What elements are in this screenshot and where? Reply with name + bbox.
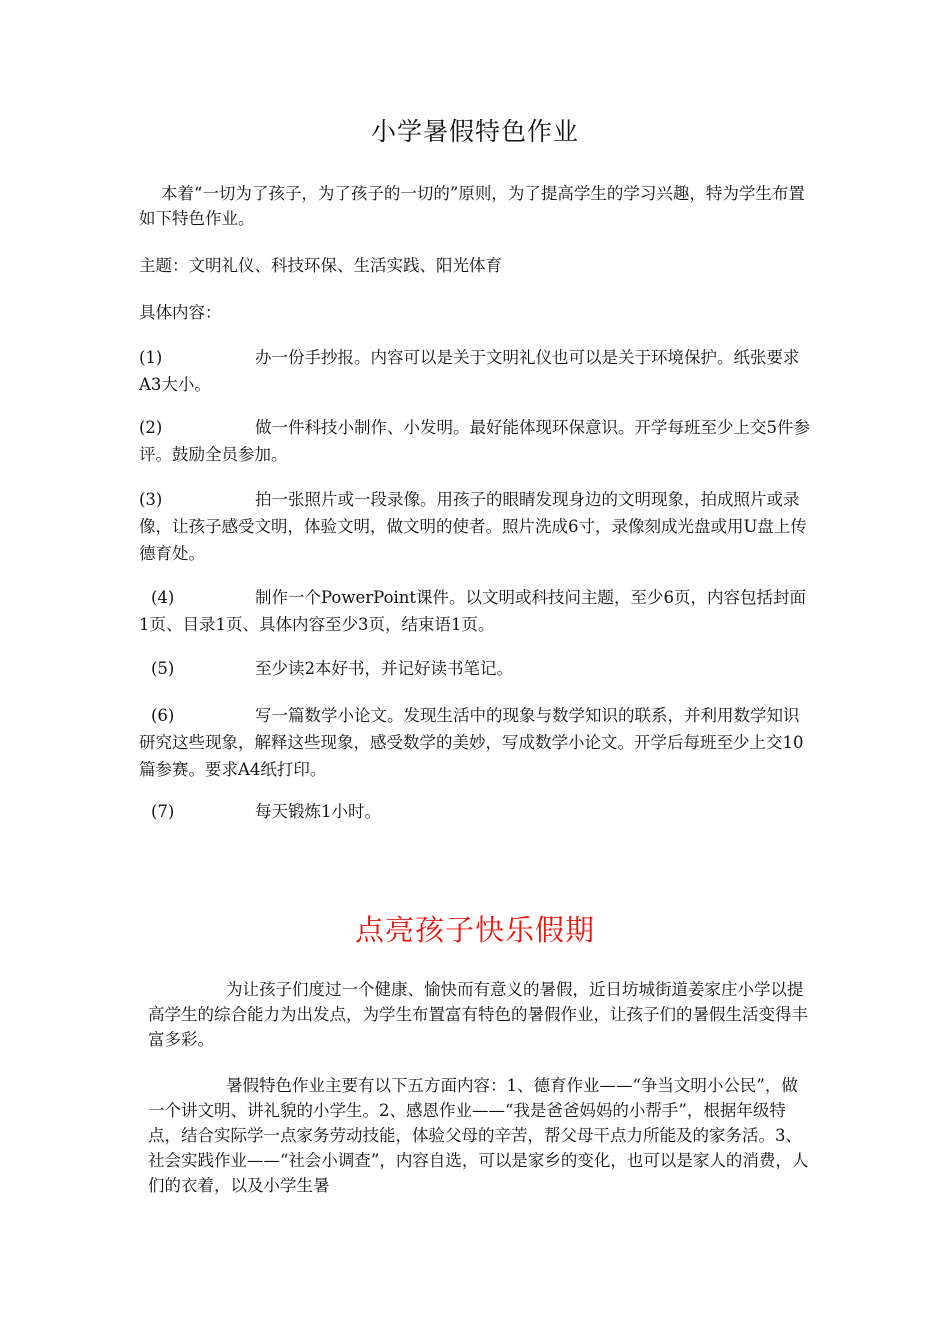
item-text: 拍一张照片或一段录像。用孩子的眼睛发现身边的文明现象，拍成照片或录像，让孩子感受文明，体验文明，做文明的使者。照片洗成6寸，录像刻成光盘或用U盘上传德育处。 (139, 490, 807, 563)
content-label: 具体内容： (139, 303, 222, 322)
article-paragraph-1: 为让孩子们度过一个健康、愉快而有意义的暑假，近日坊城街道姜家庄小学以提高学生的综合能力为出发点，为学生布置富有特色的暑假作业，让孩子们的暑假生活变得丰富多彩。 (148, 980, 808, 1049)
list-item (139, 414, 815, 468)
list-item (139, 655, 815, 682)
item-number: (1) (139, 348, 163, 367)
item-text: 写一篇数学小论文。发现生活中的现象与数学知识的联系，并利用数学知识研究这些现象，解释这些现象，感受数学的美妙，写成数学小论文。开学后每班至少上交10篇参赛。要求A4纸打印。 (139, 706, 804, 779)
article-title: 点亮孩子快乐假期 (354, 913, 595, 947)
list-item (139, 702, 815, 783)
list-item (139, 486, 815, 567)
item-text: 至少读2本好书，并记好读书笔记。 (255, 659, 513, 678)
item-number: (2) (139, 418, 163, 437)
item-text: 做一件科技小制作、小发明。最好能体现环保意识。开学每班至少上交5件参评。鼓励全员参加。 (139, 418, 810, 464)
item-number: (5) (151, 659, 175, 678)
item-number: (3) (139, 490, 163, 509)
item-text: 制作一个PowerPoint课件。以文明或科技问主题，至少6页，内容包括封面1页、目录1页、具体内容至少3页，结束语1页。 (139, 588, 807, 634)
list-item (139, 344, 815, 398)
theme-line: 主题：文明礼仪、科技环保、生活实践、阳光体育 (139, 256, 502, 275)
item-number: (4) (151, 588, 175, 607)
article-paragraph-2: 暑假特色作业主要有以下五方面内容：1、德育作业——“争当文明小公民”，做一个讲文明、讲礼貌的小学生。2、感恩作业——“我是爸爸妈妈的小帮手”，根据年级特点，结合实际学一点家务劳动技能，体验父母的辛苦，帮父母干点力所能及的家务活。3、社会实践作业——“社会小调查”，内容自选，可以是家乡的变化，也可以是家人的消费，人们的衣着，以及小学生暑 (148, 1076, 809, 1195)
item-number: (7) (151, 802, 175, 821)
item-text: 每天锻炼1小时。 (255, 802, 381, 821)
document-title: 小学暑假特色作业 (370, 117, 579, 146)
intro-paragraph: 本着“一切为了孩子，为了孩子的一切的”原则，为了提高学生的学习兴趣，特为学生布置如下特色作业。 (139, 184, 805, 228)
item-number: (6) (151, 706, 175, 725)
item-text: 办一份手抄报。内容可以是关于文明礼仪也可以是关于环境保护。纸张要求A3大小。 (139, 348, 800, 394)
list-item (139, 584, 815, 638)
list-item (139, 798, 815, 825)
